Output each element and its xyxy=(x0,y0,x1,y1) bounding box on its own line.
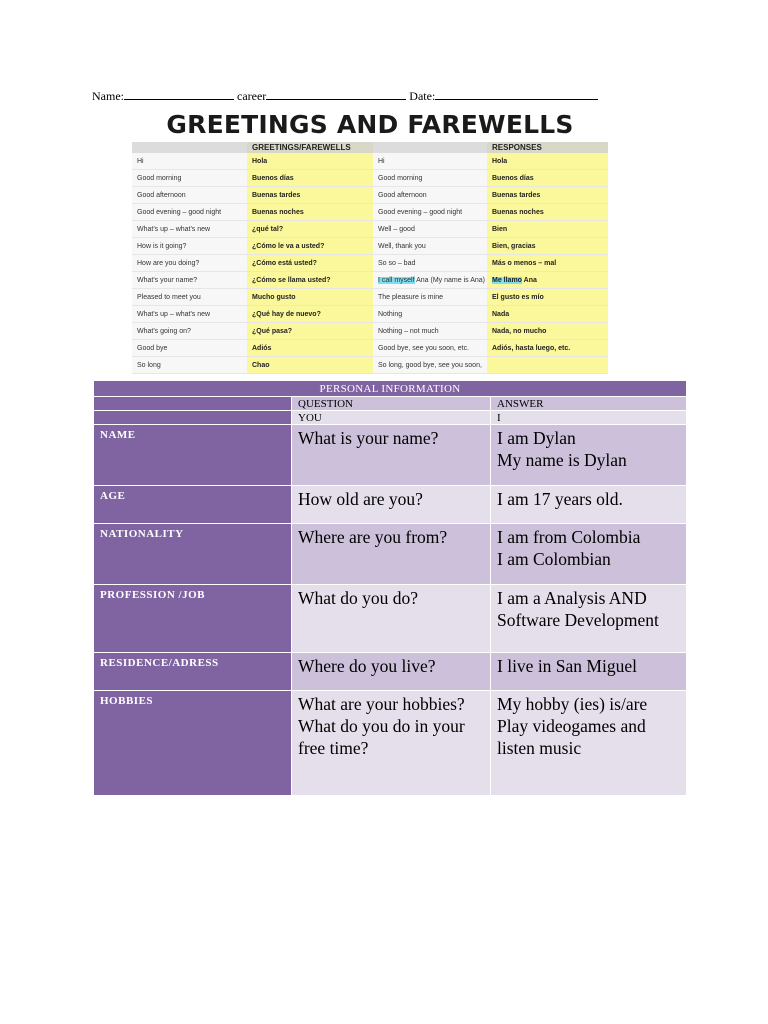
personal-info-row xyxy=(94,524,687,585)
greetings-cell: Buenas tardes xyxy=(247,187,373,204)
greetings-title: GREETINGS AND FAREWELLS xyxy=(166,110,574,139)
worksheet-header xyxy=(92,88,598,104)
personal-label-cell: NATIONALITY xyxy=(94,524,292,585)
greetings-cell: So so – bad xyxy=(373,255,487,272)
greetings-row xyxy=(132,153,608,170)
question-subheader: YOU xyxy=(292,411,491,425)
greetings-cell: Good afternoon xyxy=(132,187,247,204)
personal-info-row xyxy=(94,585,687,653)
greetings-cell: What's going on? xyxy=(132,323,247,340)
greetings-row xyxy=(132,187,608,204)
greetings-cell: So long xyxy=(132,357,247,374)
greetings-cell: Buenos días xyxy=(487,170,608,187)
greetings-cell: I call myself Ana (My name is Ana) xyxy=(373,272,487,289)
greetings-cell: Buenas tardes xyxy=(487,187,608,204)
greetings-cell: How is it going? xyxy=(132,238,247,255)
greetings-col-header xyxy=(132,142,247,153)
question-header: QUESTION xyxy=(292,397,491,411)
greetings-row xyxy=(132,272,608,289)
personal-answer-cell[interactable]: I am 17 years old. xyxy=(491,486,687,524)
date-field[interactable] xyxy=(435,88,598,100)
greetings-cell: Buenas noches xyxy=(247,204,373,221)
greetings-cell: Bien, gracias xyxy=(487,238,608,255)
greetings-cell: Hi xyxy=(373,153,487,170)
greetings-table-image xyxy=(132,108,608,370)
greetings-cell: Adiós xyxy=(247,340,373,357)
personal-info-row xyxy=(94,691,687,796)
greetings-cell: Good bye, see you soon, etc. xyxy=(373,340,487,357)
greetings-row xyxy=(132,357,608,374)
greetings-cell: Nothing – not much xyxy=(373,323,487,340)
greetings-row xyxy=(132,306,608,323)
greetings-cell: Good morning xyxy=(373,170,487,187)
personal-label-cell: AGE xyxy=(94,486,292,524)
personal-info-title: PERSONAL INFORMATION xyxy=(94,381,687,397)
greetings-cell: Adiós, hasta luego, etc. xyxy=(487,340,608,357)
answer-subheader: I xyxy=(491,411,687,425)
greetings-cell: Me llamo Ana xyxy=(487,272,608,289)
personal-label-cell: PROFESSION /JOB xyxy=(94,585,292,653)
greetings-cell: Nada, no mucho xyxy=(487,323,608,340)
personal-question-cell: Where do you live? xyxy=(292,653,491,691)
greetings-cell: Good morning xyxy=(132,170,247,187)
greetings-cell: Hola xyxy=(247,153,373,170)
greetings-cell: Nothing xyxy=(373,306,487,323)
greetings-cell: Well, thank you xyxy=(373,238,487,255)
greetings-table xyxy=(132,142,608,374)
greetings-cell: ¿Cómo le va a usted? xyxy=(247,238,373,255)
greetings-col-header xyxy=(373,142,487,153)
greetings-cell: ¿Qué hay de nuevo? xyxy=(247,306,373,323)
personal-label-cell: RESIDENCE/ADRESS xyxy=(94,653,292,691)
greetings-cell: Chao xyxy=(247,357,373,374)
personal-question-cell: Where are you from? xyxy=(292,524,491,585)
personal-answer-cell[interactable]: I live in San Miguel xyxy=(491,653,687,691)
personal-question-cell: What are your hobbies? What do you do in your free time? xyxy=(292,691,491,796)
greetings-cell: Buenas noches xyxy=(487,204,608,221)
personal-info-row xyxy=(94,425,687,486)
greetings-col-header: GREETINGS/FAREWELLS xyxy=(247,142,373,153)
greetings-cell: Pleased to meet you xyxy=(132,289,247,306)
greetings-row xyxy=(132,255,608,272)
personal-answer-cell[interactable]: I am Dylan My name is Dylan xyxy=(491,425,687,486)
greetings-cell: What's up – what's new xyxy=(132,221,247,238)
greetings-cell: So long, good bye, see you soon, xyxy=(373,357,487,374)
greetings-cell: What's up – what's new xyxy=(132,306,247,323)
personal-info-row xyxy=(94,486,687,524)
greetings-row xyxy=(132,204,608,221)
greetings-cell: How are you doing? xyxy=(132,255,247,272)
greetings-cell: ¿Cómo está usted? xyxy=(247,255,373,272)
personal-answer-cell[interactable]: My hobby (ies) is/are Play videogames and listen music xyxy=(491,691,687,796)
greetings-row xyxy=(132,323,608,340)
greetings-cell: Bien xyxy=(487,221,608,238)
greetings-cell xyxy=(487,357,608,374)
personal-question-cell: How old are you? xyxy=(292,486,491,524)
name-field[interactable] xyxy=(124,88,234,100)
greetings-cell: ¿Cómo se llama usted? xyxy=(247,272,373,289)
personal-answer-cell[interactable]: I am a Analysis AND Software Development xyxy=(491,585,687,653)
greetings-cell: El gusto es mío xyxy=(487,289,608,306)
career-label: career xyxy=(237,89,267,103)
greetings-row xyxy=(132,238,608,255)
greetings-cell: Buenos días xyxy=(247,170,373,187)
greetings-cell: Good bye xyxy=(132,340,247,357)
greetings-row xyxy=(132,340,608,357)
greetings-cell: Good evening – good night xyxy=(373,204,487,221)
greetings-cell: ¿Qué pasa? xyxy=(247,323,373,340)
greetings-cell: Hi xyxy=(132,153,247,170)
career-field[interactable] xyxy=(266,88,406,100)
greetings-cell: The pleasure is mine xyxy=(373,289,487,306)
greetings-cell: Mucho gusto xyxy=(247,289,373,306)
header-blank-cell xyxy=(94,397,292,411)
greetings-cell: Good afternoon xyxy=(373,187,487,204)
personal-question-cell: What is your name? xyxy=(292,425,491,486)
personal-label-cell: NAME xyxy=(94,425,292,486)
greetings-cell: Más o menos – mal xyxy=(487,255,608,272)
greetings-cell: Nada xyxy=(487,306,608,323)
greetings-cell: Hola xyxy=(487,153,608,170)
greetings-cell: Well – good xyxy=(373,221,487,238)
greetings-row xyxy=(132,289,608,306)
greetings-row xyxy=(132,170,608,187)
greetings-cell: ¿qué tal? xyxy=(247,221,373,238)
greetings-cell: What's your name? xyxy=(132,272,247,289)
name-label: Name: xyxy=(92,89,124,103)
personal-answer-cell[interactable]: I am from Colombia I am Colombian xyxy=(491,524,687,585)
greetings-row xyxy=(132,221,608,238)
personal-information-table xyxy=(93,380,687,796)
date-label: Date: xyxy=(409,89,436,103)
personal-question-cell: What do you do? xyxy=(292,585,491,653)
greetings-cell: Good evening – good night xyxy=(132,204,247,221)
subheader-blank-cell xyxy=(94,411,292,425)
answer-header: ANSWER xyxy=(491,397,687,411)
personal-info-row xyxy=(94,653,687,691)
personal-label-cell: HOBBIES xyxy=(94,691,292,796)
greetings-col-header: RESPONSES xyxy=(487,142,608,153)
